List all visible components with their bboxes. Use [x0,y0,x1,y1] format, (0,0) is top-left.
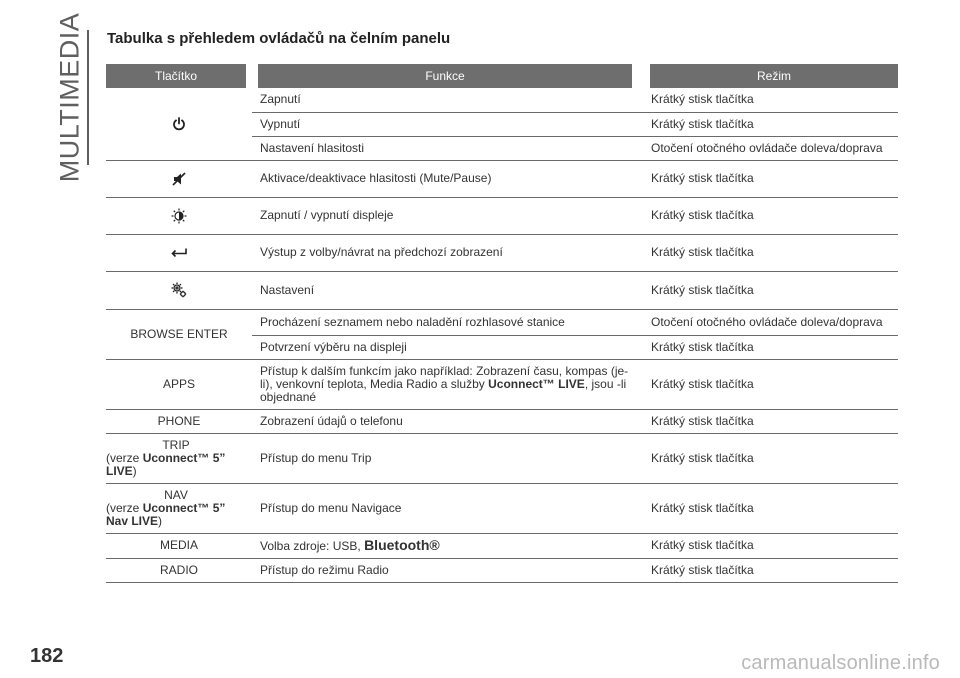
button-name: APPS [106,359,252,409]
mode-cell: Krátký stisk tlačítka [641,409,898,433]
function-cell: Přístup do menu Navigace [252,483,641,533]
table-row [106,88,898,112]
table-row [106,197,898,234]
button-name: MEDIA [106,533,252,558]
function-cell: Nastavení [252,271,641,309]
mode-cell: Krátký stisk tlačítka [641,533,898,558]
mode-cell: Krátký stisk tlačítka [641,483,898,533]
mode-cell: Krátký stisk tlačítka [641,197,898,234]
page-title: Tabulka s přehledem ovládačů na čelním panelu [107,30,451,47]
mode-cell: Otočení otočného ovládače doleva/doprava [641,136,898,160]
table-row [106,309,898,335]
table-header [106,64,898,88]
settings-gear-icon [106,271,252,309]
mode-cell: Otočení otočného ovládače doleva/doprava [641,309,898,335]
button-name: RADIO [106,558,252,582]
mode-cell: Krátký stisk tlačítka [641,160,898,197]
function-cell: Vypnutí [252,112,641,136]
button-name: PHONE [106,409,252,433]
display-brightness-icon [106,197,252,234]
function-cell: Přístup k dalším funkcím jako například: Zobrazení času, kompas (je-li), venkovní teplota, Media Radio a služby Uconnect™ LIVE, jsou -li objednané [252,359,641,409]
mode-cell: Krátký stisk tlačítka [641,112,898,136]
mode-cell: Krátký stisk tlačítka [641,558,898,582]
mode-cell: Krátký stisk tlačítka [641,88,898,112]
table-row [106,433,898,483]
header-mode: Režim [641,64,898,88]
table-row [106,533,898,558]
page-number: 182 [30,645,64,667]
table-row [106,234,898,271]
table-row [106,271,898,309]
power-icon [106,88,252,160]
mode-cell: Krátký stisk tlačítka [641,271,898,309]
watermark: carmanualsonline.info [741,652,940,674]
table-row [106,409,898,433]
function-cell: Procházení seznamem nebo naladění rozhlasové stanice [252,309,641,335]
function-cell: Nastavení hlasitosti [252,136,641,160]
function-cell: Potvrzení výběru na displeji [252,335,641,359]
function-cell: Přístup do režimu Radio [252,558,641,582]
header-button: Tlačítko [106,64,252,88]
header-function: Funkce [252,64,641,88]
mute-speaker-icon [106,160,252,197]
function-cell: Výstup z volby/návrat na předchozí zobrazení [252,234,641,271]
button-name: BROWSE ENTER [106,309,252,359]
table-row [106,359,898,409]
mode-cell: Krátký stisk tlačítka [641,433,898,483]
function-cell: Volba zdroje: USB, Bluetooth® [252,533,641,558]
section-divider [87,30,89,165]
table-row [106,483,898,533]
back-arrow-icon [106,234,252,271]
mode-cell: Krátký stisk tlačítka [641,359,898,409]
table-row [106,160,898,197]
table-row [106,558,898,582]
section-side-label: MULTIMEDIA [54,12,85,182]
button-name: NAV (verze Uconnect™ 5” Nav LIVE) [106,483,252,533]
function-cell: Zapnutí / vypnutí displeje [252,197,641,234]
function-cell: Přístup do menu Trip [252,433,641,483]
function-cell: Zobrazení údajů o telefonu [252,409,641,433]
button-name: TRIP (verze Uconnect™ 5” LIVE) [106,433,252,483]
mode-cell: Krátký stisk tlačítka [641,335,898,359]
function-cell: Zapnutí [252,88,641,112]
mode-cell: Krátký stisk tlačítka [641,234,898,271]
controls-table [106,64,898,583]
function-cell: Aktivace/deaktivace hlasitosti (Mute/Pause) [252,160,641,197]
